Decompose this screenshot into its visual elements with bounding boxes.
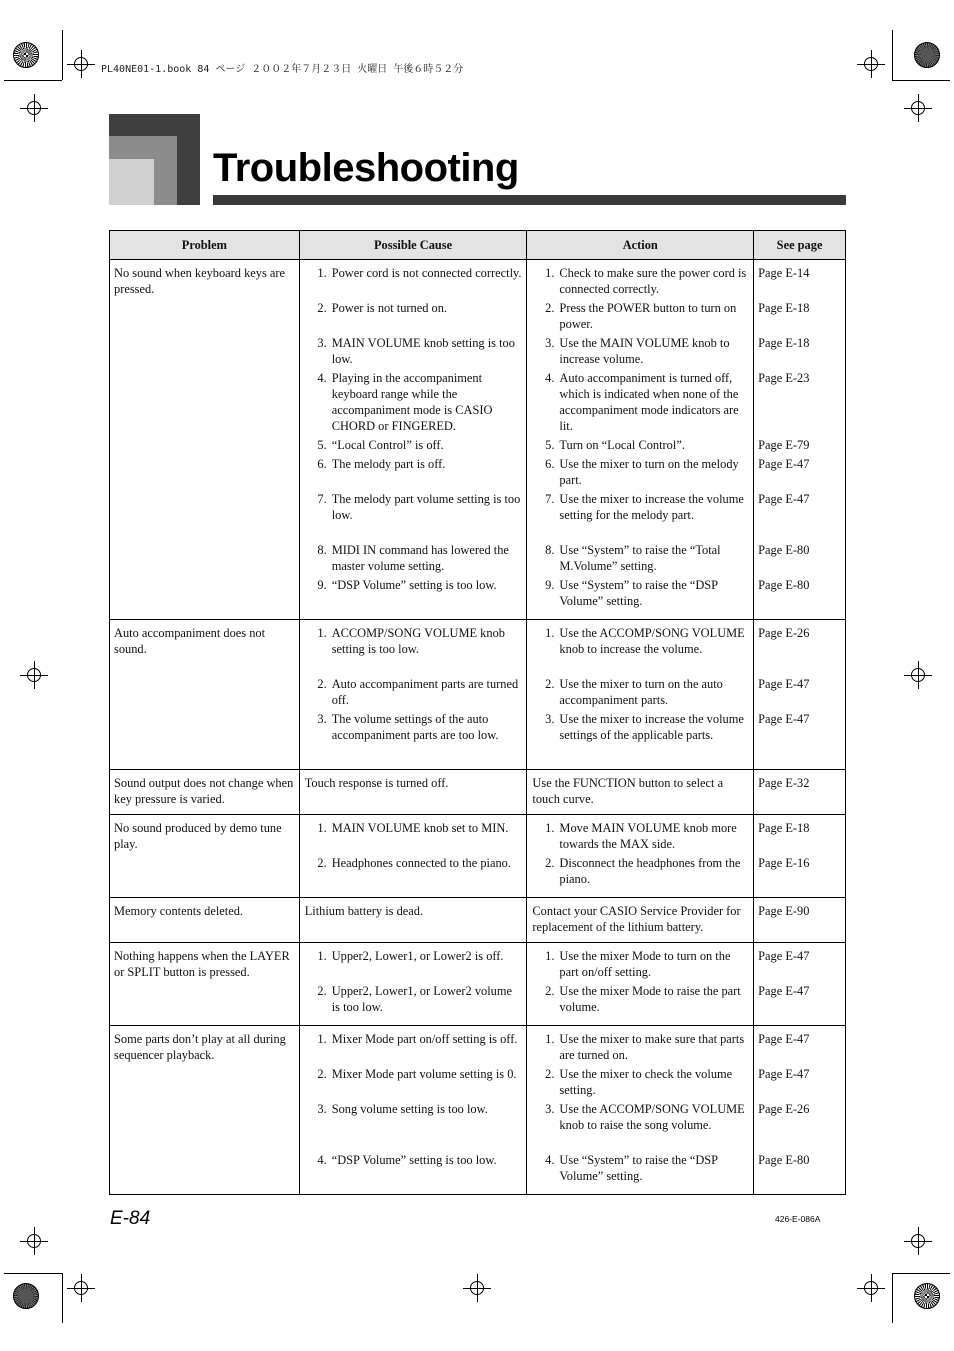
item-number: 1.	[317, 949, 327, 963]
item-number: 2.	[545, 984, 555, 998]
item-number: 2.	[317, 677, 327, 691]
page-reference: Page E-16	[758, 856, 810, 870]
action-text: Use the FUNCTION button to select a touch curve.	[532, 776, 724, 806]
header-action: Action	[527, 231, 754, 260]
cause-cell	[299, 898, 527, 943]
cause-item	[304, 491, 523, 539]
action-cell	[527, 620, 754, 770]
cause-text: Lithium battery is dead.	[304, 904, 424, 918]
item-number: 8.	[317, 543, 327, 557]
page-reference: Page E-47	[758, 1032, 810, 1046]
document-code: 426-E-086A	[775, 1214, 821, 1224]
see-page-cell	[754, 898, 846, 943]
action-item	[531, 625, 749, 673]
cause-item	[304, 711, 523, 759]
item-text: Use the mixer to turn on the auto accompaniment parts.	[559, 677, 723, 707]
item-text: The volume settings of the auto accompaniment parts are too low.	[331, 712, 499, 742]
item-text: MAIN VOLUME knob set to MIN.	[331, 821, 509, 835]
cause-item	[304, 1066, 523, 1098]
troubleshooting-table	[109, 230, 846, 1195]
action-item	[531, 300, 749, 332]
problem-cell: No sound when keyboard keys are pressed.	[110, 260, 300, 620]
item-text: “DSP Volume” setting is too low.	[331, 1153, 497, 1167]
table-row	[110, 260, 846, 620]
page-reference: Page E-47	[758, 492, 810, 506]
crosshair-icon	[74, 1281, 88, 1295]
item-number: 2.	[317, 856, 327, 870]
item-text: Power cord is not connected correctly.	[331, 266, 522, 280]
item-number: 2.	[545, 301, 555, 315]
cause-item	[304, 948, 523, 980]
cause-cell	[299, 815, 527, 898]
item-text: Turn on “Local Control”.	[559, 438, 685, 452]
item-number: 3.	[545, 1102, 555, 1116]
item-number: 1.	[545, 1032, 555, 1046]
cause-item	[304, 335, 523, 367]
item-text: Use “System” to raise the “Total M.Volume” setting.	[559, 543, 721, 573]
item-text: Press the POWER button to turn on power.	[559, 301, 737, 331]
crosshair-icon	[911, 668, 925, 682]
page-reference: Page E-79	[758, 438, 810, 452]
item-text: The melody part is off.	[331, 457, 446, 471]
item-number: 6.	[317, 457, 327, 471]
page-reference: Page E-32	[758, 776, 810, 790]
action-item	[531, 855, 749, 887]
cause-item	[304, 300, 523, 332]
cause-item	[304, 437, 523, 453]
table-row	[110, 943, 846, 1026]
action-item	[531, 1152, 749, 1184]
page-reference: Page E-18	[758, 336, 810, 350]
page-reference: Page E-18	[758, 821, 810, 835]
item-text: Use the mixer to check the volume setting.	[559, 1067, 733, 1097]
action-item	[531, 335, 749, 367]
item-text: “DSP Volume” setting is too low.	[331, 578, 497, 592]
item-text: Use the mixer to turn on the melody part.	[559, 457, 739, 487]
item-text: Use the ACCOMP/SONG VOLUME knob to increase the volume.	[559, 626, 745, 656]
item-text: Disconnect the headphones from the piano.	[559, 856, 741, 886]
cause-item	[304, 542, 523, 574]
item-number: 9.	[545, 578, 555, 592]
action-item	[531, 1066, 749, 1098]
action-cell	[527, 770, 754, 815]
page-reference: Page E-26	[758, 626, 810, 640]
page-reference: Page E-23	[758, 371, 810, 385]
table-row	[110, 898, 846, 943]
title-underline-bar	[213, 195, 846, 205]
item-number: 7.	[317, 492, 327, 506]
item-number: 3.	[317, 1102, 327, 1116]
item-number: 1.	[545, 626, 555, 640]
cause-item	[304, 265, 523, 297]
item-number: 1.	[545, 821, 555, 835]
action-item	[531, 542, 749, 574]
table-row	[110, 1026, 846, 1195]
title-decoration-light	[109, 159, 154, 205]
cause-cell	[299, 620, 527, 770]
page-reference: Page E-80	[758, 578, 810, 592]
crosshair-icon	[27, 1234, 41, 1248]
cause-cell	[299, 943, 527, 1026]
action-item	[531, 491, 749, 539]
item-number: 8.	[545, 543, 555, 557]
crosshair-icon	[864, 1281, 878, 1295]
item-text: The melody part volume setting is too low.	[331, 492, 521, 522]
item-number: 1.	[317, 626, 327, 640]
item-number: 4.	[317, 1153, 327, 1167]
item-text: Auto accompaniment parts are turned off.	[331, 677, 519, 707]
item-text: Mixer Mode part on/off setting is off.	[331, 1032, 518, 1046]
problem-cell: No sound produced by demo tune play.	[110, 815, 300, 898]
see-page-cell	[754, 943, 846, 1026]
table-row	[110, 770, 846, 815]
item-number: 1.	[317, 1032, 327, 1046]
cause-item	[304, 577, 523, 609]
action-cell	[527, 943, 754, 1026]
see-page-cell	[754, 1026, 846, 1195]
cause-item	[304, 370, 523, 434]
table-row	[110, 620, 846, 770]
action-cell	[527, 815, 754, 898]
item-number: 3.	[317, 712, 327, 726]
page-reference: Page E-47	[758, 1067, 810, 1081]
header-problem: Problem	[110, 231, 300, 260]
item-number: 4.	[545, 1153, 555, 1167]
action-item	[531, 577, 749, 609]
item-text: Use the mixer to increase the volume setting for the melody part.	[559, 492, 744, 522]
crosshair-icon	[911, 1234, 925, 1248]
item-text: MAIN VOLUME knob setting is too low.	[331, 336, 515, 366]
item-number: 9.	[317, 578, 327, 592]
page-title: Troubleshooting	[213, 146, 519, 190]
item-text: Use the mixer Mode to raise the part volume.	[559, 984, 741, 1014]
action-cell	[527, 1026, 754, 1195]
problem-cell: Memory contents deleted.	[110, 898, 300, 943]
page-reference: Page E-90	[758, 904, 810, 918]
item-number: 4.	[545, 371, 555, 385]
registration-sun-icon	[914, 1283, 940, 1309]
cause-item	[304, 820, 523, 852]
item-text: Use “System” to raise the “DSP Volume” setting.	[559, 1153, 718, 1183]
item-text: Use “System” to raise the “DSP Volume” setting.	[559, 578, 718, 608]
page-reference: Page E-47	[758, 457, 810, 471]
cause-item	[304, 983, 523, 1015]
page-reference: Page E-80	[758, 1153, 810, 1167]
see-page-cell	[754, 260, 846, 620]
item-text: Check to make sure the power cord is connected correctly.	[559, 266, 747, 296]
item-number: 4.	[317, 371, 327, 385]
item-text: Use the MAIN VOLUME knob to increase volume.	[559, 336, 730, 366]
cause-item	[304, 1101, 523, 1149]
cause-item	[304, 1152, 523, 1184]
item-number: 1.	[317, 266, 327, 280]
action-item	[531, 676, 749, 708]
action-item	[531, 1031, 749, 1063]
problem-cell: Nothing happens when the LAYER or SPLIT button is pressed.	[110, 943, 300, 1026]
page-number: E-84	[110, 1208, 151, 1229]
cause-item	[304, 855, 523, 887]
page-reference: Page E-80	[758, 543, 810, 557]
cause-cell	[299, 1026, 527, 1195]
registration-sun-icon	[13, 42, 39, 68]
page-reference: Page E-47	[758, 949, 810, 963]
action-item	[531, 820, 749, 852]
registration-sun-icon	[914, 42, 940, 68]
action-item	[531, 456, 749, 488]
table-row	[110, 815, 846, 898]
action-item	[531, 948, 749, 980]
page-reference: Page E-26	[758, 1102, 810, 1116]
item-text: Move MAIN VOLUME knob more towards the MAX side.	[559, 821, 737, 851]
item-number: 2.	[545, 856, 555, 870]
item-number: 7.	[545, 492, 555, 506]
item-text: Use the mixer Mode to turn on the part on/off setting.	[559, 949, 731, 979]
item-number: 2.	[545, 677, 555, 691]
item-number: 6.	[545, 457, 555, 471]
cause-item	[304, 1031, 523, 1063]
cause-cell	[299, 770, 527, 815]
item-text: Upper2, Lower1, or Lower2 is off.	[331, 949, 504, 963]
action-item	[531, 437, 749, 453]
page-reference: Page E-47	[758, 984, 810, 998]
item-number: 3.	[545, 336, 555, 350]
item-text: Auto accompaniment is turned off, which is indicated when none of the accompaniment mode indicators are lit.	[559, 371, 739, 433]
action-text: Contact your CASIO Service Provider for replacement of the lithium battery.	[532, 904, 741, 934]
item-number: 2.	[317, 1067, 327, 1081]
see-page-cell	[754, 620, 846, 770]
action-item	[531, 711, 749, 759]
crosshair-icon	[27, 101, 41, 115]
cause-cell	[299, 260, 527, 620]
item-number: 2.	[545, 1067, 555, 1081]
action-item	[531, 1101, 749, 1149]
item-text: MIDI IN command has lowered the master volume setting.	[331, 543, 509, 573]
item-text: Upper2, Lower1, or Lower2 volume is too low.	[331, 984, 513, 1014]
action-cell	[527, 898, 754, 943]
item-number: 1.	[545, 949, 555, 963]
item-text: Power is not turned on.	[331, 301, 447, 315]
see-page-cell	[754, 815, 846, 898]
problem-cell: Some parts don’t play at all during sequencer playback.	[110, 1026, 300, 1195]
table-header-row	[110, 231, 846, 260]
item-text: Use the mixer to make sure that parts are turned on.	[559, 1032, 745, 1062]
print-header-line: PL40NE01-1.book 84 ページ ２００２年７月２３日 火曜日 午後６時５２分	[101, 64, 464, 75]
item-number: 5.	[317, 438, 327, 452]
action-item	[531, 265, 749, 297]
item-text: Song volume setting is too low.	[331, 1102, 488, 1116]
crosshair-icon	[470, 1281, 484, 1295]
item-text: Mixer Mode part volume setting is 0.	[331, 1067, 517, 1081]
cause-item	[304, 676, 523, 708]
header-possible-cause: Possible Cause	[299, 231, 527, 260]
item-number: 2.	[317, 301, 327, 315]
item-number: 3.	[317, 336, 327, 350]
item-number: 2.	[317, 984, 327, 998]
problem-cell: Auto accompaniment does not sound.	[110, 620, 300, 770]
page-reference: Page E-18	[758, 301, 810, 315]
page-reference: Page E-47	[758, 677, 810, 691]
crosshair-icon	[911, 101, 925, 115]
cause-text: Touch response is turned off.	[304, 776, 449, 790]
item-text: Headphones connected to the piano.	[331, 856, 511, 870]
item-number: 5.	[545, 438, 555, 452]
header-see-page: See page	[754, 231, 846, 260]
item-number: 3.	[545, 712, 555, 726]
item-text: Use the mixer to increase the volume settings of the applicable parts.	[559, 712, 744, 742]
action-cell	[527, 260, 754, 620]
item-text: Use the ACCOMP/SONG VOLUME knob to raise the song volume.	[559, 1102, 745, 1132]
cause-item	[304, 456, 523, 488]
item-text: ACCOMP/SONG VOLUME knob setting is too low.	[331, 626, 505, 656]
item-text: “Local Control” is off.	[331, 438, 444, 452]
registration-sun-icon	[13, 1283, 39, 1309]
problem-cell: Sound output does not change when key pressure is varied.	[110, 770, 300, 815]
action-item	[531, 983, 749, 1015]
crosshair-icon	[27, 668, 41, 682]
cause-item	[304, 625, 523, 673]
page-reference: Page E-47	[758, 712, 810, 726]
page-reference: Page E-14	[758, 266, 810, 280]
see-page-cell	[754, 770, 846, 815]
crosshair-icon	[864, 57, 878, 71]
item-number: 1.	[317, 821, 327, 835]
item-text: Playing in the accompaniment keyboard range while the accompaniment mode is CASIO CHORD or FINGERED.	[331, 371, 493, 433]
action-item	[531, 370, 749, 434]
crosshair-icon	[74, 57, 88, 71]
item-number: 1.	[545, 266, 555, 280]
